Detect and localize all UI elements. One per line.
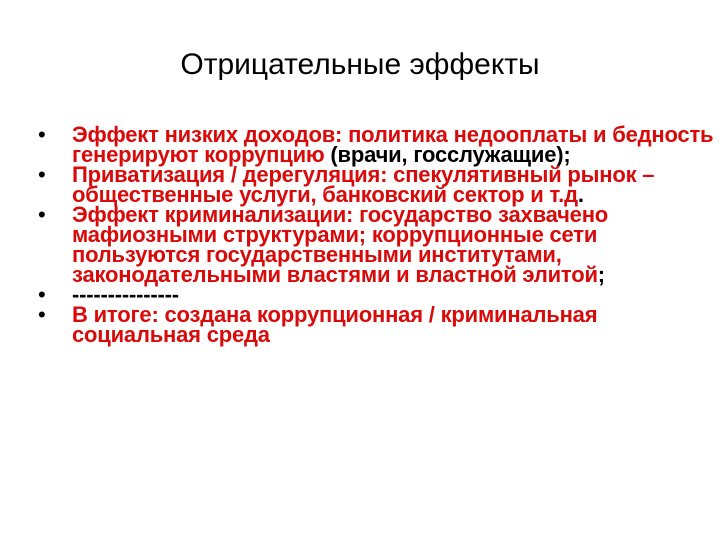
bullet-point-icon: • bbox=[38, 162, 46, 187]
bullet-text-suffix: ; bbox=[597, 262, 605, 287]
bullet-item-low-income bbox=[38, 122, 718, 167]
bullet-text: Приватизация / дерегуляция: спекулятивный рынок – общественные услуги, банковский сектор и т.д bbox=[72, 162, 655, 207]
bullet-point-icon: • bbox=[38, 122, 46, 147]
bullet-point-icon: • bbox=[38, 282, 46, 307]
bullet-item-privatization bbox=[38, 162, 718, 207]
bullet-text: В итоге: создана коррупционная / криминальная социальная среда bbox=[72, 302, 598, 347]
bullet-item-criminalization bbox=[38, 202, 718, 287]
bullet-list bbox=[38, 122, 718, 347]
bullet-text-suffix: (врачи, госслужащие); bbox=[324, 142, 571, 167]
bullet-item-conclusion bbox=[38, 302, 718, 347]
bullet-text: Эффект низких доходов: политика недооплаты и бедность генерируют коррупцию bbox=[72, 122, 714, 167]
slide-title: Отрицательные эффекты bbox=[180, 48, 540, 81]
bullet-point-icon: • bbox=[38, 202, 46, 227]
bullet-point-icon: • bbox=[38, 302, 46, 327]
bullet-text-suffix: . bbox=[577, 182, 584, 207]
bullet-text: Эффект криминализации: государство захвачено мафиозными структурами; коррупционные сети пользуются государственными институтами, законодательными властями и властной элитой bbox=[72, 202, 609, 287]
bullet-text-dashes: --------------- bbox=[72, 282, 179, 307]
